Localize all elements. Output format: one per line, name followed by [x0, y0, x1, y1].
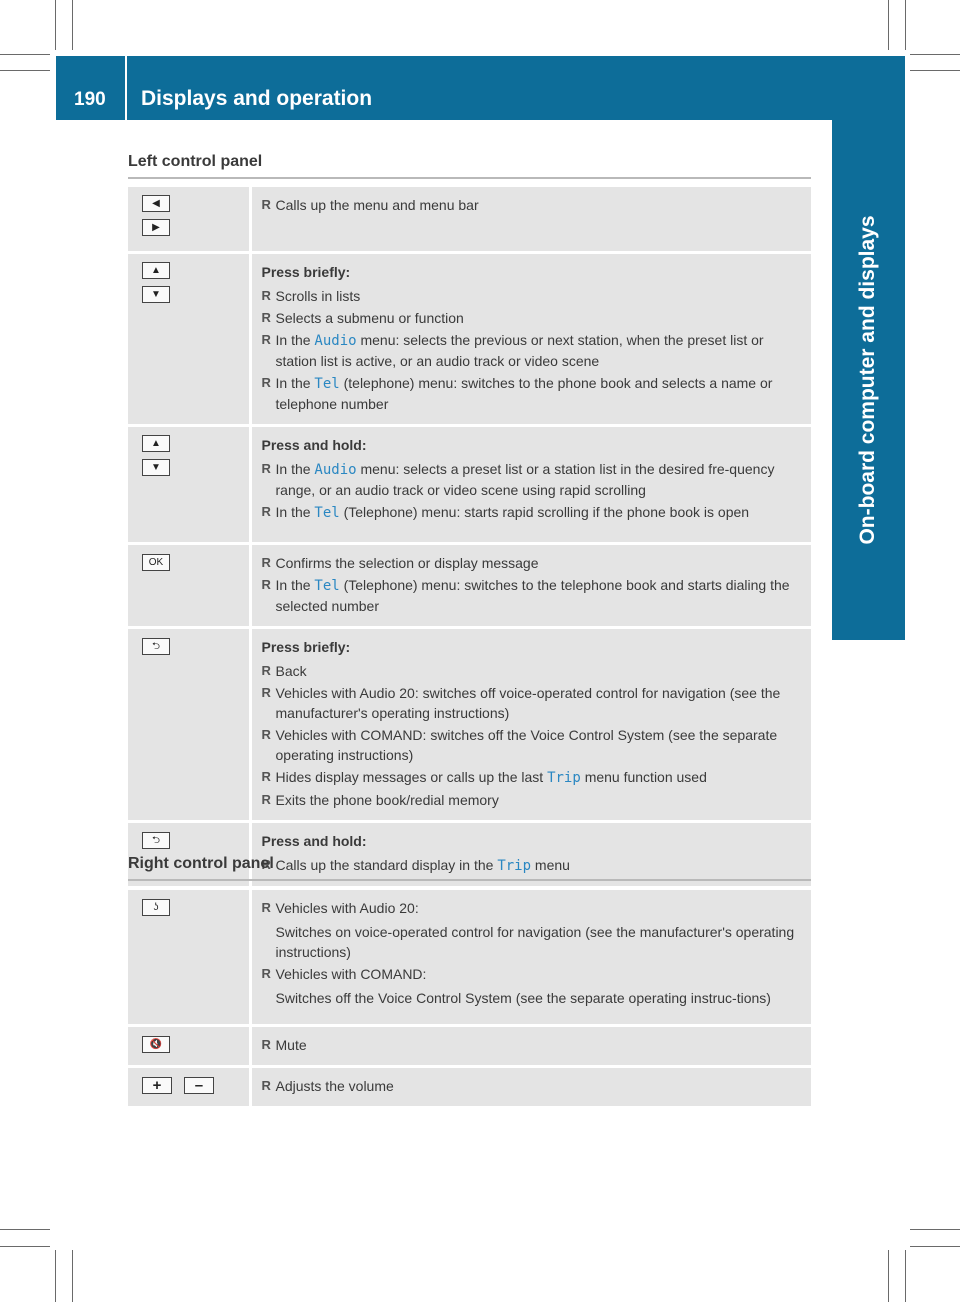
- list-item: R In the Tel (telephone) menu: switches to the phone book and selects a name or telephone number: [262, 373, 798, 414]
- crop-mark: [888, 1250, 889, 1302]
- key-cell: [128, 253, 250, 426]
- list-item: R Back: [262, 661, 798, 681]
- table-row: [128, 253, 811, 426]
- voice-control-icon: ʖ: [142, 899, 170, 916]
- lead-text: Press briefly:: [261, 639, 351, 655]
- list-item: R Exits the phone book/redial memory: [262, 790, 798, 810]
- list-item: R In the Audio menu: selects a preset list or a station list in the desired fre-quency range, or an audio track or video scene using rapid scrolling: [262, 459, 798, 500]
- list-item: R In the Tel (Telephone) menu: starts rapid scrolling if the phone book is open: [262, 502, 798, 523]
- description-cell: [250, 628, 811, 822]
- description-cell: [250, 890, 811, 1025]
- crop-mark: [910, 70, 960, 71]
- crop-mark: [905, 1250, 906, 1302]
- table-row: [128, 1025, 811, 1066]
- down-arrow-key-icon: ▼: [142, 459, 170, 476]
- key-cell: [128, 890, 250, 1025]
- description-cell: [250, 822, 811, 888]
- crop-mark: [55, 0, 56, 50]
- menu-term: Trip: [547, 770, 581, 786]
- back-icon: ⮌: [142, 832, 170, 849]
- up-arrow-key-icon: ▲: [142, 435, 170, 452]
- table-row: [128, 628, 811, 822]
- crop-mark: [72, 1250, 73, 1302]
- header-divider: [125, 56, 127, 120]
- list-item: R Confirms the selection or display message: [262, 553, 798, 573]
- crop-mark: [910, 54, 960, 55]
- list-item: R In the Tel (Telephone) menu: switches to the telephone book and starts dialing the selected number: [262, 575, 798, 616]
- table-row: [128, 426, 811, 544]
- crop-mark: [910, 1246, 960, 1247]
- key-cell: [128, 1025, 250, 1066]
- table-row: [128, 544, 811, 628]
- description-cell: [250, 544, 811, 628]
- lead-text: Press briefly:: [261, 264, 351, 280]
- table-row: [128, 187, 811, 253]
- crop-mark: [910, 1229, 960, 1230]
- description-cell: [250, 187, 811, 253]
- table-row: [128, 1066, 811, 1107]
- left-panel-title: Left control panel: [128, 153, 263, 170]
- right-control-table: [128, 890, 811, 1109]
- description-cell: [250, 426, 811, 544]
- section-rule: [128, 177, 811, 179]
- right-panel-title: Right control panel: [128, 855, 274, 872]
- crop-mark: [905, 0, 906, 50]
- right-arrow-key-icon: ▶: [142, 219, 170, 236]
- key-cell: [128, 1066, 250, 1107]
- list-item: R Vehicles with Audio 20: Switches on voice-operated control for navigation (see the manufacturer's operating instructions): [262, 898, 798, 962]
- volume-down-icon: –: [184, 1077, 214, 1094]
- list-item: R In the Audio menu: selects the previous or next station, when the preset list or station list is active, or an audio track or video scene: [262, 330, 798, 371]
- key-cell: [128, 187, 250, 253]
- list-item: R Calls up the standard display in the Trip menu: [262, 855, 798, 876]
- crop-mark: [55, 1250, 56, 1302]
- crop-mark: [0, 1229, 50, 1230]
- crop-mark: [0, 54, 50, 55]
- ok-key-icon: OK: [142, 554, 170, 571]
- crop-mark: [0, 70, 50, 71]
- crop-mark: [72, 0, 73, 50]
- list-item: R Hides display messages or calls up the last Trip menu function used: [262, 767, 798, 788]
- down-arrow-key-icon: ▼: [142, 286, 170, 303]
- volume-up-icon: +: [142, 1077, 172, 1094]
- mute-icon: 🔇: [142, 1036, 170, 1053]
- table-row: [128, 890, 811, 1025]
- list-item: R Adjusts the volume: [262, 1076, 798, 1096]
- list-item: R Scrolls in lists: [262, 286, 798, 306]
- menu-term: Tel: [314, 578, 340, 594]
- list-item: R Vehicles with Audio 20: switches off voice-operated control for navigation (see the manufacturer's operating instructions): [262, 683, 798, 723]
- lead-text: Press and hold:: [261, 437, 367, 453]
- left-arrow-key-icon: ◀: [142, 195, 170, 212]
- list-item: R Mute: [262, 1035, 798, 1055]
- menu-term: Tel: [314, 505, 340, 521]
- side-tab-label: On-board computer and displays: [856, 215, 879, 545]
- key-cell: [128, 426, 250, 544]
- menu-term: Audio: [314, 462, 357, 478]
- page-number: 190: [74, 89, 106, 110]
- description-cell: [250, 1025, 811, 1066]
- crop-mark: [888, 0, 889, 50]
- back-icon: ⮌: [142, 638, 170, 655]
- list-item: R Vehicles with COMAND: switches off the Voice Control System (see the separate operating instructions): [262, 725, 798, 765]
- list-item: R Calls up the menu and menu bar: [262, 195, 798, 215]
- menu-term: Audio: [314, 333, 357, 349]
- up-arrow-key-icon: ▲: [142, 262, 170, 279]
- lead-text: Press and hold:: [261, 833, 367, 849]
- list-item: R Selects a submenu or function: [262, 308, 798, 328]
- key-cell: [128, 544, 250, 628]
- menu-term: Tel: [314, 376, 340, 392]
- chapter-title: Displays and operation: [141, 87, 373, 110]
- description-cell: [250, 1066, 811, 1107]
- crop-mark: [0, 1246, 50, 1247]
- menu-term: Trip: [497, 858, 532, 874]
- list-item: R Vehicles with COMAND: Switches off the Voice Control System (see the separate operating instruc-tions): [262, 964, 798, 1008]
- description-cell: [250, 253, 811, 426]
- left-control-table: [128, 187, 811, 889]
- key-cell: [128, 628, 250, 822]
- section-rule: [128, 879, 811, 881]
